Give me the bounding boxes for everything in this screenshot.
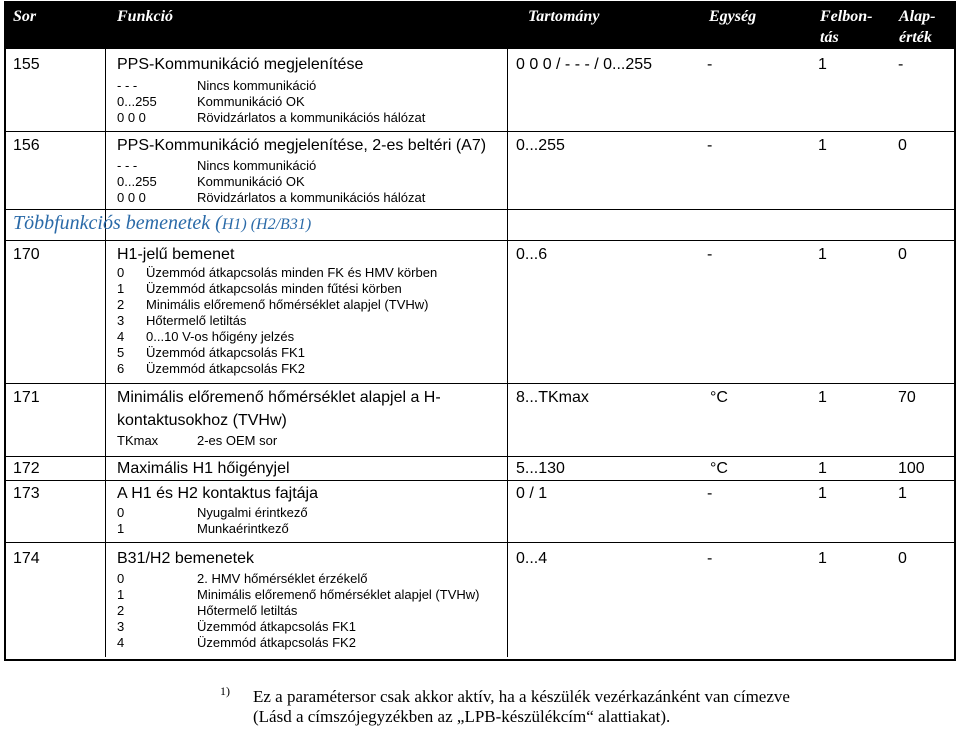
option-key: 0 — [117, 265, 125, 280]
header-felbontas: Felbon- tás — [820, 8, 873, 46]
range-value: 0...6 — [516, 246, 548, 263]
unit-value: - — [707, 137, 713, 154]
option-key: 0 — [117, 505, 125, 520]
option-label: Hőtermelő letiltás — [146, 313, 247, 328]
row-number: 172 — [13, 460, 40, 477]
unit-value: °C — [710, 460, 728, 477]
option-key: 3 — [117, 313, 125, 328]
option-label: Nincs kommunikáció — [197, 78, 317, 93]
row-number: 155 — [13, 56, 40, 73]
range-value: 5...130 — [516, 460, 565, 477]
row-title: Minimális előremenő hőmérséklet alapjel a H- — [117, 389, 441, 406]
range-value: 0 0 0 / - - - / 0...255 — [516, 56, 653, 73]
row-title: PPS-Kommunikáció megjelenítése — [117, 56, 364, 73]
header-alapertek: Alap- érték — [899, 8, 936, 46]
option-key: 0...255 — [117, 94, 157, 109]
row-divider — [4, 456, 956, 457]
row-number: 174 — [13, 550, 40, 567]
option-key: 2 — [117, 297, 125, 312]
default-value: - — [898, 56, 904, 73]
option-label: Minimális előremenő hőmérséklet alapjel (TVHw) — [146, 297, 429, 312]
section-heading: Többfunkciós bemenetek (H1) (H2/B31) — [13, 212, 312, 234]
row-number: 171 — [13, 389, 40, 406]
option-label: 0...10 V-os hőigény jelzés — [146, 329, 295, 344]
option-label: Rövidzárlatos a kommunikációs hálózat — [197, 190, 426, 205]
option-key: 1 — [117, 281, 125, 296]
resolution-value: 1 — [818, 460, 827, 477]
option-label: Rövidzárlatos a kommunikációs hálózat — [197, 110, 426, 125]
option-label: Minimális előremenő hőmérséklet alapjel (TVHw) — [197, 587, 480, 602]
column-divider — [105, 49, 106, 657]
resolution-value: 1 — [818, 389, 827, 406]
option-label: Nyugalmi érintkező — [197, 505, 308, 520]
option-key: 5 — [117, 345, 125, 360]
row-title: B31/H2 bemenetek — [117, 550, 254, 567]
option-key: 0 0 0 — [117, 110, 146, 125]
option-key: 3 — [117, 619, 125, 634]
footnote-mark: 1) — [220, 684, 230, 698]
column-divider — [507, 49, 508, 657]
resolution-value: 1 — [818, 550, 827, 567]
option-label: 2-es OEM sor — [197, 433, 278, 448]
option-key: 6 — [117, 361, 125, 376]
range-value: 0...255 — [516, 137, 565, 154]
option-label: Hőtermelő letiltás — [197, 603, 298, 618]
range-value: 8...TKmax — [516, 389, 589, 406]
header-egyseg: Egység — [709, 8, 757, 25]
default-value: 0 — [898, 246, 907, 263]
default-value: 0 — [898, 550, 907, 567]
row-divider — [4, 480, 956, 481]
row-divider — [4, 131, 956, 132]
unit-value: - — [707, 246, 713, 263]
option-key: 1 — [117, 587, 125, 602]
option-label: Üzemmód átkapcsolás minden FK és HMV körben — [146, 265, 438, 280]
header-tartomany: Tartomány — [528, 8, 600, 25]
option-label: Üzemmód átkapcsolás FK1 — [197, 619, 356, 634]
header-funkcio: Funkció — [117, 8, 174, 25]
header-sor: Sor — [13, 8, 37, 25]
default-value: 70 — [898, 389, 916, 406]
row-number: 156 — [13, 137, 40, 154]
option-key: - - - — [117, 158, 138, 173]
option-key: 4 — [117, 329, 125, 344]
resolution-value: 1 — [818, 485, 827, 502]
range-value: 0...4 — [516, 550, 548, 567]
option-label: Üzemmód átkapcsolás FK2 — [197, 635, 356, 650]
option-key: TKmax — [117, 433, 159, 448]
default-value: 0 — [898, 137, 907, 154]
option-key: 1 — [117, 521, 125, 536]
row-title: Maximális H1 hőigényjel — [117, 460, 290, 477]
option-label: Üzemmód átkapcsolás FK1 — [146, 345, 305, 360]
default-value: 100 — [898, 460, 925, 477]
option-key: 4 — [117, 635, 125, 650]
row-title-continued: kontaktusokhoz (TVHw) — [117, 412, 287, 429]
row-title: A H1 és H2 kontaktus fajtája — [117, 485, 318, 502]
row-title: PPS-Kommunikáció megjelenítése, 2-es beltéri (A7) — [117, 137, 487, 154]
footnote-line-2: (Lásd a címszójegyzékben az „LPB-készülékcím“ alattiakat). — [253, 707, 671, 726]
unit-value: °C — [710, 389, 728, 406]
option-label: Nincs kommunikáció — [197, 158, 317, 173]
option-key: 2 — [117, 603, 125, 618]
row-divider — [4, 542, 956, 543]
option-key: 0...255 — [117, 174, 157, 189]
row-number: 170 — [13, 246, 40, 263]
option-key: - - - — [117, 78, 138, 93]
row-divider — [4, 240, 956, 241]
row-title: H1-jelű bemenet — [117, 246, 235, 263]
resolution-value: 1 — [818, 137, 827, 154]
range-value: 0 / 1 — [516, 485, 548, 502]
default-value: 1 — [898, 485, 907, 502]
option-label: Üzemmód átkapcsolás minden fűtési körben — [146, 281, 402, 296]
option-label: Kommunikáció OK — [197, 174, 305, 189]
option-key: 0 — [117, 571, 125, 586]
unit-value: - — [707, 550, 713, 567]
option-key: 0 0 0 — [117, 190, 146, 205]
unit-value: - — [707, 56, 713, 73]
option-label: Munkaérintkező — [197, 521, 289, 536]
row-divider — [4, 383, 956, 384]
option-label: 2. HMV hőmérséklet érzékelő — [197, 571, 368, 586]
resolution-value: 1 — [818, 56, 827, 73]
footnote-line-1: Ez a paramétersor csak akkor aktív, ha a készülék vezérkazánként van címezve — [253, 687, 790, 706]
resolution-value: 1 — [818, 246, 827, 263]
unit-value: - — [707, 485, 713, 502]
option-label: Kommunikáció OK — [197, 94, 305, 109]
row-number: 173 — [13, 485, 40, 502]
option-label: Üzemmód átkapcsolás FK2 — [146, 361, 305, 376]
row-divider — [4, 209, 956, 210]
